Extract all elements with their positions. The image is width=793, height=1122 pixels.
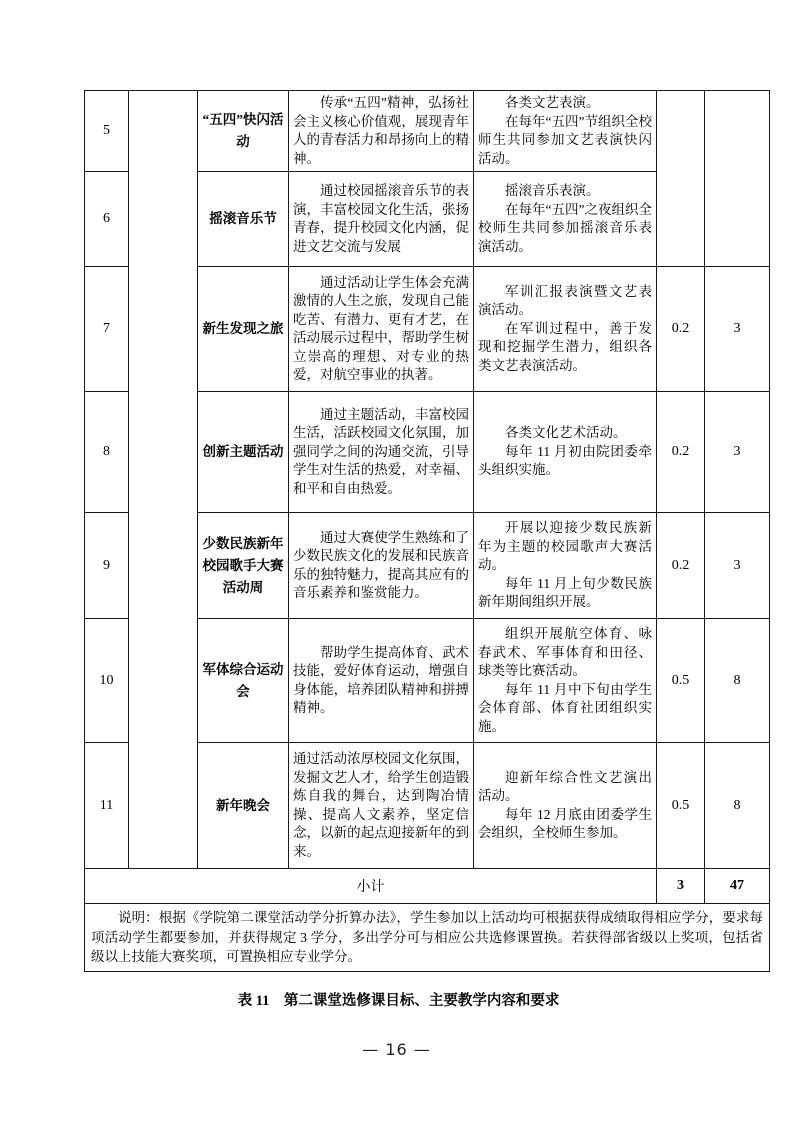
activity-name: “五四”快闪活动 [198,91,289,172]
detail-cell [474,172,657,267]
description-text: 通过校园摇滚音乐节的表演，丰富校园文化生活，张扬青春，提升校园文化内涵，促进文艺交流与发展 [293,183,469,254]
activity-name: 新生发现之旅 [198,267,289,392]
detail-cell [474,619,657,743]
note-row [85,904,770,972]
credit-cell: 0.5 [657,743,705,869]
subtotal-label: 小计 [85,869,657,904]
hours-cell: 8 [705,743,770,869]
description-text: 通过活动浓厚校园文化氛围，发掘文艺人才，给学生创造锻炼自我的舞台，达到陶冶情操、提高人文素养，坚定信念，以新的起点迎接新年的到来。 [293,751,469,859]
subtotal-row [85,869,770,904]
hours-cell [705,91,770,267]
detail-cell [474,91,657,172]
detail-text: 组织开展航空体育、咏春武术、军事体育和田径、球类等比赛活动。 [478,626,652,678]
row-number: 10 [85,619,129,743]
hours-cell: 3 [705,392,770,513]
detail-text: 每年 11 月初由院团委牵头组织实施。 [478,443,652,478]
detail-text: 开展以迎接少数民族新年为主题的校园歌声大赛活动。 [478,520,652,573]
page-content [84,90,763,1010]
detail-text: 在每年“五四”之夜组织全校师生共同参加摇滚音乐表演活动。 [478,201,652,254]
detail-cell [474,267,657,392]
description-cell [289,513,474,619]
activity-name: 新年晚会 [198,743,289,869]
credit-cell [657,91,705,267]
credit-cell: 0.2 [657,392,705,513]
detail-text: 各类文化艺术活动。 [505,425,627,441]
credit-cell: 0.2 [657,267,705,392]
row-number: 11 [85,743,129,869]
activities-table [84,90,770,972]
page-number: — 16 — [362,1040,431,1059]
note-cell [85,904,770,972]
description-cell [289,392,474,513]
row-number: 9 [85,513,129,619]
description-text: 通过活动让学生体会充满激情的人生之旅，发现自己能吃苦、有潜力、更有才艺，在活动展示过程中，帮助学生树立崇高的理想、对专业的热爱，对航空事业的执著。 [293,274,469,382]
table-caption: 表 11 第二课堂选修课目标、主要教学内容和要求 [237,992,560,1009]
hours-cell: 3 [705,267,770,392]
hours-cell: 3 [705,513,770,619]
row-number: 7 [85,267,129,392]
credit-cell: 0.5 [657,619,705,743]
category-cell [129,91,198,869]
activity-name: 创新主题活动 [198,392,289,513]
description-cell [289,743,474,869]
activity-name: 摇滚音乐节 [198,172,289,267]
description-text: 帮助学生提高体育、武术技能，爱好体育运动，增强自身体能，培养团队精神和拼搏精神。 [293,644,469,715]
detail-cell [474,743,657,869]
description-cell [289,619,474,743]
hours-cell: 8 [705,619,770,743]
detail-text: 军训汇报表演暨文艺表演活动。 [478,283,652,318]
row-number: 8 [85,392,129,513]
activity-name: 少数民族新年校园歌手大赛活动周 [198,513,289,619]
description-cell [289,91,474,172]
detail-text: 迎新年综合性文艺演出活动。 [478,769,652,803]
description-text: 通过主题活动，丰富校园生活，活跃校园文化氛围，加强同学之间的沟通交流，引导学生对生活的热爱，对幸福、和平和自由热爱。 [293,406,469,496]
description-text: 通过大赛使学生熟练和了少数民族文化的发展和民族音乐的独特魅力，提高其应有的音乐素养和鉴赏能力。 [293,529,469,600]
description-cell [289,172,474,267]
description-text: 传承“五四”精神，弘扬社会主义核心价值观，展现青年人的青春活力和昂扬向上的精神。 [293,95,469,166]
credit-cell: 0.2 [657,513,705,619]
activity-name: 军体综合运动会 [198,619,289,743]
table-row [85,91,770,172]
row-number: 5 [85,91,129,172]
note-text: 说明：根据《学院第二课堂活动学分折算办法》，学生参加以上活动均可根据获得成绩取得相应学分，要求每项活动学生都要参加，并获得规定 3 学分，多出学分可与相应公共选修课置换。若获得部省级以上奖项，包括省级以上技能大赛奖项，可置换相应专业学分。 [91,910,763,964]
description-cell [289,267,474,392]
detail-text: 摇滚音乐表演。 [505,183,600,198]
detail-text: 每年 11 月上旬少数民族新年期间组织开展。 [478,575,652,610]
detail-text: 每年 12 月底由团委学生会组织，全校师生参加。 [478,806,652,840]
detail-text: 各类文艺表演。 [505,95,600,110]
detail-text: 每年 11 月中下旬由学生会体育部、体育社团组织实施。 [478,681,652,734]
detail-text: 在军训过程中，善于发现和挖掘学生潜力，组织各类文艺表演活动。 [478,320,652,373]
detail-cell [474,392,657,513]
subtotal-hours: 47 [705,869,770,904]
row-number: 6 [85,172,129,267]
detail-text: 在每年“五四”节组织全校师生共同参加文艺表演快闪活动。 [478,113,652,166]
subtotal-credit: 3 [657,869,705,904]
detail-cell [474,513,657,619]
